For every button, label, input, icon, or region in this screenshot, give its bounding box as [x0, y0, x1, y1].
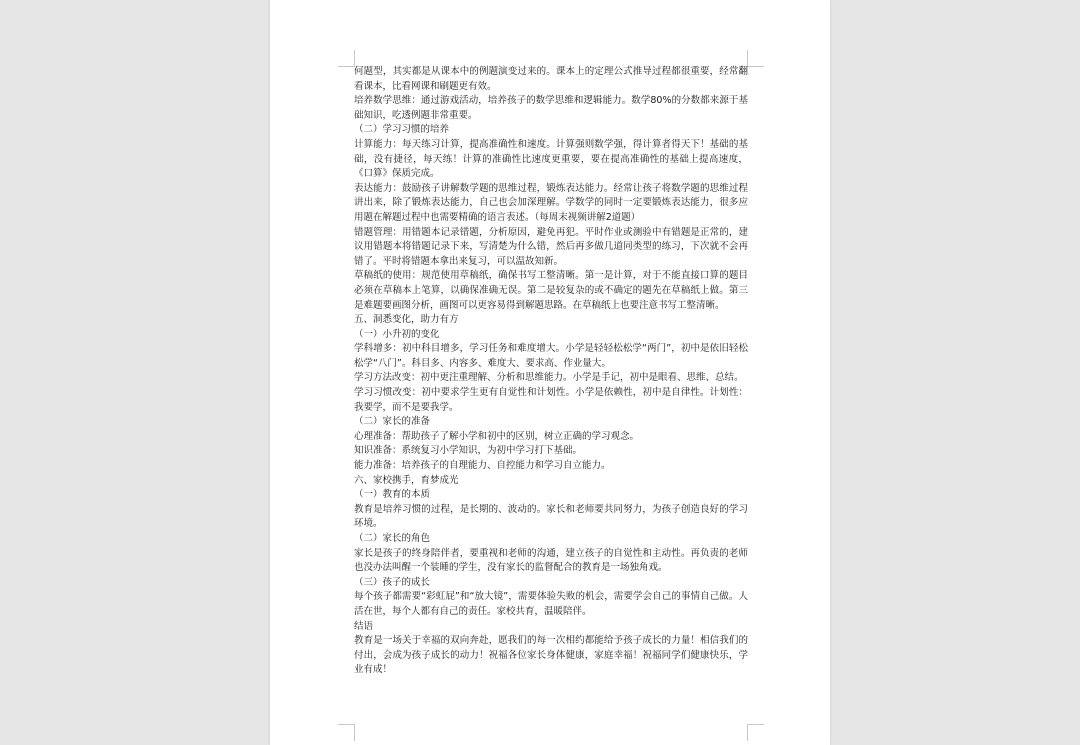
paragraph: 培养数学思维：通过游戏活动，培养孩子的数学思维和逻辑能力。数学80%的分数都来源于基础知识，吃透例题非常重要。: [354, 95, 748, 121]
crop-mark-top-right: [747, 50, 764, 67]
paragraph: 每个孩子都需要“彩虹屁”和“放大镜”，需要体验失败的机会，需要学会自己的事情自己做。人活在世，每个人都有自己的责任。家校共育，温暖陪伴。: [354, 591, 748, 617]
crop-mark-top-left: [338, 50, 355, 67]
section-subheading: （一）小升初的变化: [354, 328, 440, 340]
paragraph: 教育是一场关于幸福的双向奔赴，愿我们的每一次相约都能给予孩子成长的力量！相信我们的付出，会成为孩子成长的动力！祝福各位家长身体健康，家庭幸福！祝福同学们健康快乐，学业有成！: [354, 635, 748, 676]
section-subheading: （二）家长的准备: [354, 416, 431, 428]
paragraph: 表达能力：鼓励孩子讲解数学题的思维过程，锻炼表达能力。经常让孩子将数学题的思维过程讲出来，除了锻炼表达能力，自己也会加深理解。学数学的同时一定要锻炼表达能力，很多应用题在解题过程中也需要精确的语言表述。（每周末视频讲解2道题）: [354, 182, 748, 223]
paragraph: 心理准备：帮助孩子了解小学和初中的区别，树立正确的学习观念。: [354, 430, 640, 442]
section-subheading: （一）教育的本质: [354, 489, 431, 501]
document-body: [354, 65, 748, 678]
crop-mark-bottom-right: [747, 724, 764, 741]
section-heading: 六、家校携手，育梦成光: [354, 474, 459, 486]
paragraph: 草稿纸的使用：规范使用草稿纸，确保书写工整清晰。第一是计算，对于不能直接口算的题目必须在草稿本上笔算，以确保准确无误。第二是较复杂的或不确定的题先在草稿纸上做。第三是难题要画图分析，画图可以更容易得到解题思路。在草稿纸上也要注意书写工整清晰。: [354, 270, 748, 311]
section-subheading: （二）家长的角色: [354, 533, 431, 544]
paragraph: 家长是孩子的终身陪伴者，要重视和老师的沟通，建立孩子的自觉性和主动性。再负责的老师也没办法叫醒一个装睡的学生，没有家长的监督配合的教育是一场独角戏。: [354, 547, 748, 574]
section-subheading: （三）孩子的成长: [354, 576, 431, 588]
paragraph: 知识准备：系统复习小学知识，为初中学习打下基础。: [354, 445, 583, 457]
section-heading: 结语: [354, 620, 374, 632]
paragraph: 教育是培养习惯的过程，是长期的、波动的。家长和老师要共同努力，为孩子创造良好的学习环境。: [354, 503, 748, 530]
document-page: [270, 0, 830, 745]
crop-mark-bottom-left: [338, 724, 355, 741]
paragraph: 错题管理：用错题本记录错题，分析原因，避免再犯。平时作业或测验中有错题是正常的，建议用错题本将错题记录下来，写清楚为什么错，然后再多做几道同类型的练习，下次就不会再错了。平时将错题本拿出来复习，可以温故知新。: [354, 226, 748, 267]
paragraph: 学科增多：初中科目增多，学习任务和难度增大。小学是轻轻松松学“两门”，初中是依旧轻松松学“八门”。科目多、内容多、难度大、要求高、作业量大。: [354, 343, 748, 369]
paragraph: 何题型，其实都是从课本中的例题演变过来的。课本上的定理公式推导过程都很重要，经常翻看课本，比看网课和刷题更有效。: [354, 66, 748, 92]
section-subheading: （二）学习习惯的培养: [354, 124, 450, 136]
section-heading: 五、洞悉变化，助力有方: [354, 314, 459, 326]
paragraph: 计算能力：每天练习计算，提高准确性和速度。计算强则数学强，得计算者得天下！基础的基础，没有捷径，每天练！计算的准确性比速度更重要，要在提高准确性的基础上提高速度，《口算》保质完成。: [354, 138, 748, 180]
paragraph: 学习方法改变：初中更注重理解、分析和思维能力。小学是手记，初中是眼看、思维、总结。: [354, 372, 744, 384]
paragraph: 学习习惯改变：初中要求学生更有自觉性和计划性。小学是依赖性，初中是自律性。计划性：我要学，而不是要我学。: [354, 387, 748, 413]
paragraph: 能力准备：培养孩子的自理能力、自控能力和学习自立能力。: [354, 460, 611, 472]
